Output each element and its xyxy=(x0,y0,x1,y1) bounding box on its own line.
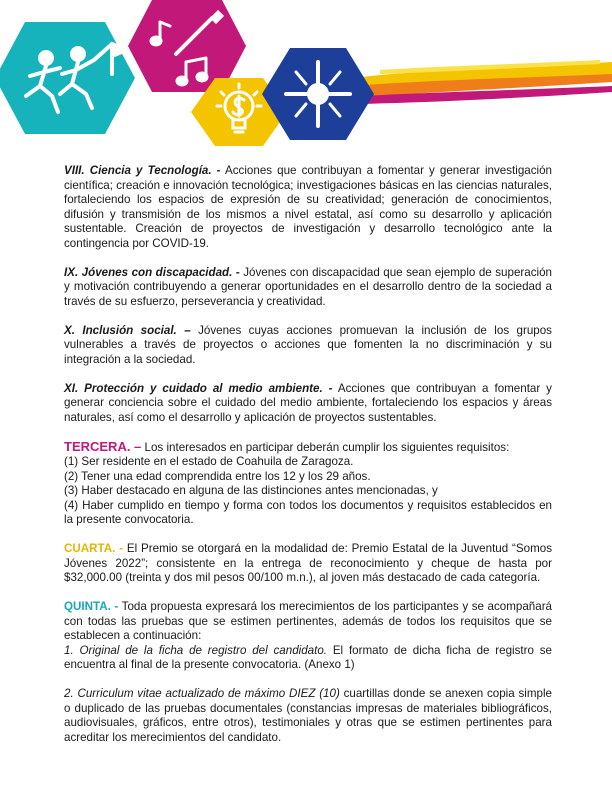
clause-tercera xyxy=(64,440,552,528)
item-body: El formato de dicha ficha de registro se encuentra al final de la presente convocatoria. (Anexo 1) xyxy=(64,643,552,671)
clause-keyword: QUINTA. - xyxy=(64,600,119,613)
brush-stroke-ribbon xyxy=(352,60,612,104)
section-heading: IX. Jóvenes con discapacidad. - xyxy=(64,265,240,279)
clause-keyword: CUARTA. - xyxy=(64,542,124,555)
requirement-item: (3) Haber destacado en alguna de las distinciones antes mencionadas, y xyxy=(64,484,438,497)
clause-keyword: TERCERA. – xyxy=(64,438,142,454)
convocatoria-body xyxy=(64,164,552,760)
quinta-item-2 xyxy=(64,687,552,745)
clause-intro: Los interesados en participar deberán cumplir los siguientes requisitos: xyxy=(144,440,510,454)
section-heading: VIII. Ciencia y Tecnología. - xyxy=(64,164,221,177)
item-label: 1. Original de la ficha de registro del candidato. xyxy=(64,643,328,657)
item-label: 2. Curriculum vitae actualizado de máximo DIEZ (10) xyxy=(64,687,340,700)
requirement-item: (1) Ser residente en el estado de Coahuila de Zaragoza. xyxy=(64,455,354,468)
header-graphic xyxy=(0,0,612,150)
joined-hands-icon xyxy=(262,48,374,140)
section-jovenes-discapacidad xyxy=(64,266,552,310)
clause-cuarta xyxy=(64,542,552,586)
clause-body: Toda propuesta expresará los merecimientos de los participantes y se acompañará con todas las pruebas que se estimen pertinentes, además de todos los requisitos que se establecen a continuación: xyxy=(64,600,552,642)
runners-finish-line-icon xyxy=(0,22,135,134)
section-heading: XI. Protección y cuidado al medio ambiente. - xyxy=(64,381,333,395)
section-body: Jóvenes con discapacidad que sean ejemplo de superación y motivación contribuyendo a generar oportunidades en el desarrollo dentro de la sociedad a través de su esfuerzo, perseverancia y creatividad. xyxy=(64,265,552,308)
item-body: cuartillas donde se anexen copia simple o duplicado de las pruebas documentales (constancias impresas de materiales bibliográficos, audiovisuales, gráficos, entre otros), testimoniales y otras que se estimen pertinentes para acreditar los merecimientos del candidato. xyxy=(64,687,552,744)
section-heading: X. Inclusión social. – xyxy=(64,323,191,337)
section-body: Acciones que contribuyan a fomentar y generar investigación científica; creación e innovación tecnológica; investigaciones básicas en las ciencias naturales, fortaleciendo los espacios de expresión de su creatividad; generación de conocimientos, difusión y transmisión de los mismos a nivel estatal, así como su desarrollo y aplicación sustentable. Creación de proyectos de investigación y desarrollo tecnológico ante la contingencia por COVID-19. xyxy=(64,164,552,250)
section-ciencia-tecnologia xyxy=(64,164,552,251)
clause-body: El Premio se otorgará en la modalidad de: Premio Estatal de la Juventud “Somos Jóvenes 2022”; consistente en la entrega de reconocimiento y cheque de hasta por $32,000.00 (treinta y dos mil pesos 00/100 m.n.), al joven más destacado de cada categoría. xyxy=(64,542,552,584)
requirement-item: (4) Haber cumplido en tiempo y forma con todos los documentos y requisitos establecidos en la presente convocatoria. xyxy=(64,498,552,526)
clause-quinta xyxy=(64,600,552,673)
requirement-item: (2) Tener una edad comprendida entre los 12 y los 29 años. xyxy=(64,469,371,483)
section-body: Acciones que contribuyan a fomentar y generar conciencia sobre el cuidado del medio ambiente, fortaleciendo los espacios y áreas naturales, así como el desarrollo y aplicación de proyectos sustentables. xyxy=(64,381,552,424)
section-medio-ambiente xyxy=(64,382,552,426)
quinta-item-1 xyxy=(64,644,552,673)
section-inclusion-social xyxy=(64,324,552,368)
section-body: Jóvenes cuyas acciones promuevan la inclusión de los grupos vulnerables a través de proyectos o acciones que fomenten la no discriminación y su integración a la sociedad. xyxy=(64,323,552,366)
